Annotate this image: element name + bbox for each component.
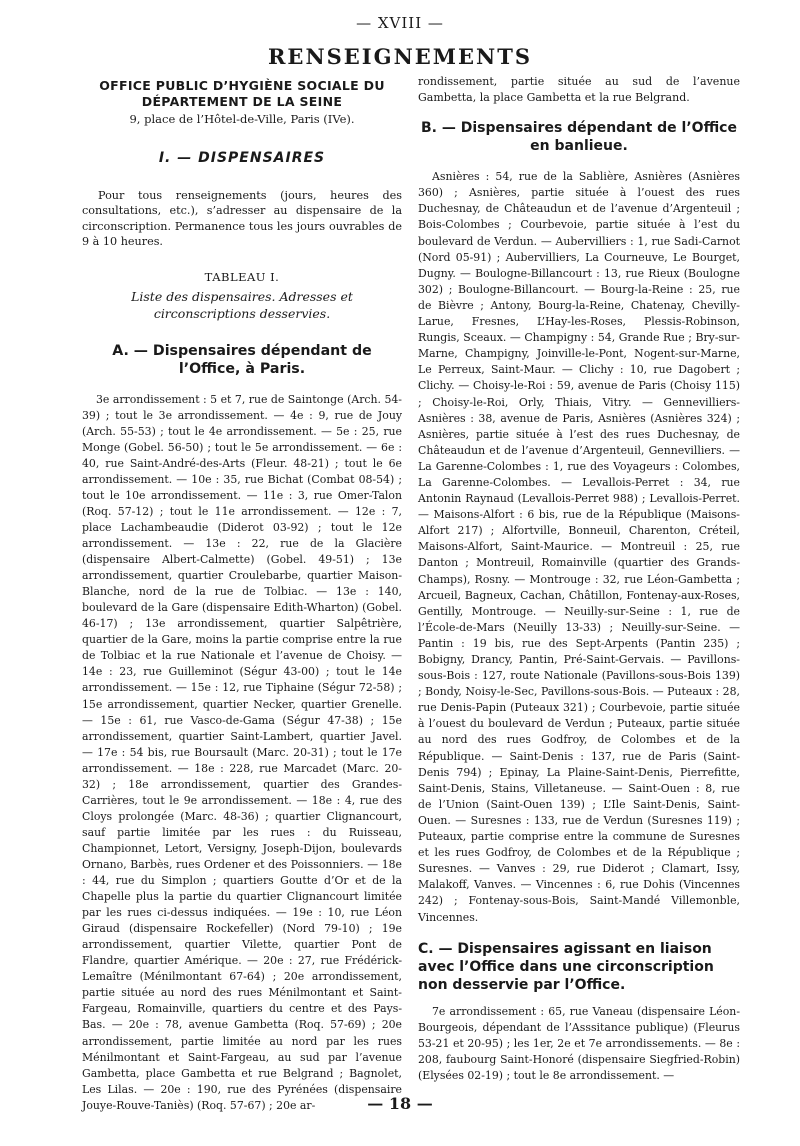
continuation-text: rondissement, partie située au sud de l’avenue Gambetta, la place Gambetta et la rue Belgrand. (418, 75, 740, 104)
liaison-dispensaires-text: 7e arrondissement : 65, rue Vaneau (dispensaire Léon-Bourgeois, dépendant de l’Asssitance publique) (Fleurus 53-21 et 20-95) ; les 1er, 2e et 7e arrondissements. — 8e : 208, faubourg Saint-Honoré (dispensaire Siegfried-Robin) (Elysées 02-19) ; tout le 8e arrondissement. — (418, 1004, 740, 1082)
office-title-line2: DÉPARTEMENT DE LA SEINE (141, 94, 343, 109)
subsection-a-title: A. — Dispensaires dépendant de l’Office, à Paris. (112, 342, 372, 377)
page-title: RENSEIGNEMENTS (267, 44, 533, 69)
paris-dispensaires-text: 3e arrondissement : 5 et 7, rue de Saintonge (Arch. 54-39) ; tout le 3e arrondissement. — 4e : 9, rue de Jouy (Arch. 55-53) ; tout le 4e arrondissement. — 5e : 25, rue Monge (Gobel. 56-50) ; tout le 5e arrondissement. — 6e : 40, rue Saint-André-des-Arts (Fleur. 48-21) ; tout le 6e arrondissement. — 10e : 35, rue Bichat (Combat 08-54) ; tout le 10e arrondissement. — 11e : 3, rue Omer-Talon (Roq. 57-12) ; tout le 11e arrondissement. — 12e : 7, place Lachambeaudie (Diderot 03-92) ; tout le 12e arrondissement. — 13e : 22, rue de la Glacière (dispensaire Albert-Calmette) (Gobel. 49-51) ; 13e arrondissement, quartier Croulebarbe, quartier Maison-Blanche, nord de la rue de Tolbiac. — 13e : 140, boulevard de la Gare (dispensaire Edith-Wharton) (Gobel. 46-17) ; 13e arrondissement, quartier Salpêtrière, quartier de la Gare, moins la partie comprise entre la rue de Tolbiac et la rue Nationale et l’avenue de Choisy. — 14e : 23, rue Guilleminot (Ségur 43-00) ; tout le 14e arrondissement. — 15e : 12, rue Tiphaine (Ségur 72-58) ; 15e arrondissement, quartier Necker, quartier Grenelle. — 15e : 61, rue Vasco-de-Gama (Ségur 47-38) ; 15e arrondissement, quartier Saint-Lambert, quartier Javel. — 17e : 54 bis, rue Boursault (Marc. 20-31) ; tout le 17e arrondissement. — 18e : 228, rue Marcadet (Marc. 20-32) ; 18e arrondissement, quartier des Grandes-Carrières, tout le 9e arrondissement. — 18e : 4, rue des Cloys prolongée (Marc. 48-36) ; quartier Clignancourt, sauf partie limitée par les rues : du Ruisseau, Championnet, Letort, Versigny, Joseph-Dijon, boulevards Ornano, Barbès, rues Ordener et des Poissonniers. — 18e : 44, rue du Simplon ; quartiers Goutte d’Or et de la Chapelle plus la partie du quartier Clignancourt limitée par les rues ci-dessus indiquées. — 19e : 10, rue Léon Giraud (dispensaire Rockefeller) (Nord 79-10) ; 19e arrondissement, quartier Vilette, quartier Pont de Flandre, quartier Amérique. — 20e : 27, rue Frédérick-Lemaître (Ménilmontant 67-64) ; 20e arrondissement, partie située au nord des rues Ménilmontant et Saint-Fargeau, Romainville, quartiers du centre et des Pays-Bas. — 20e : 78, avenue Gambetta (Roq. 57-69) ; 20e arrondissement, partie limitée au nord par les rues Ménilmontant et Saint-Fargeau, au sud par l’avenue Gambetta, place Gambetta et rue Belgrand ; Bagnolet, Les Lilas. — 20e : 190, rue des Pyrénées (dispensaire Jouye-Rouve-Taniès) (Roq. 57-67) ; 20e ar- (82, 392, 402, 1112)
page-number: — 18 — (367, 1094, 433, 1113)
subsection-b-title: B. — Dispensaires dépendant de l’Office en banlieue. (421, 120, 737, 155)
table-description: Liste des dispensaires. Adresses et circonscriptions desservies. (131, 288, 353, 321)
office-title (82, 78, 402, 110)
office-address: 9, place de l’Hôtel-de-Ville, Paris (IVe). (129, 112, 355, 126)
left-column (82, 78, 402, 1114)
section-title-dispensaires: I. — DISPENSAIRES (158, 150, 326, 166)
intro-paragraph: Pour tous renseignements (jours, heures des consultations, etc.), s’adresser au dispensaire de la circonscription. Permanence tous les jours ouvrables de 9 à 10 heures. (82, 189, 402, 249)
right-column (418, 74, 740, 1084)
table-label: TABLEAU I. (204, 269, 280, 284)
roman-folio: — XVIII — (356, 14, 444, 32)
office-title-line1: OFFICE PUBLIC D’HYGIÈNE SOCIALE DU (99, 78, 385, 93)
banlieue-dispensaires-text: Asnières : 54, rue de la Sablière, Asnières (Asnières 360) ; Asnières, partie située à l’ouest des rues Duchesnay, de Châteaudun et de l’avenue d’Argenteuil ; Bois-Colombes ; Courbevoie, partie située à l’est du boulevard de Verdun. — Aubervilliers : 1, rue Sadi-Carnot (Nord 05-91) ; Aubervilliers, La Courneuve, Le Bourget, Dugny. — Boulogne-Billancourt : 13, rue Rieux (Boulogne 302) ; Boulogne-Billancourt. — Bourg-la-Reine : 25, rue de Bièvre ; Antony, Bourg-la-Reine, Chatenay, Chevilly-Larue, Fresnes, L’Hay-les-Roses, Plessis-Robinson, Rungis, Sceaux. — Champigny : 54, Grande Rue ; Bry-sur-Marne, Champigny, Joinville-le-Pont, Nogent-sur-Marne, Le Perreux, Saint-Maur. — Clichy : 10, rue Dagobert ; Clichy. — Choisy-le-Roi : 59, avenue de Paris (Choisy 115) ; Choisy-le-Roi, Orly, Thiais, Vitry. — Gennevilliers-Asnières : 38, avenue de Paris, Asnières (Asnières 324) ; Asnières, partie située à l’est des rues Duchesnay, de Châteaudun et de l’avenue d’Argenteuil, Gennevilliers. — La Garenne-Colombes : 1, rue des Voyageurs : Colombes, La Garenne-Colombes. — Levallois-Perret : 34, rue Antonin Raynaud (Levallois-Perret 988) ; Levallois-Perret. — Maisons-Alfort : 6 bis, rue de la République (Maisons-Alfort 217) ; Alfortville, Bonneuil, Charenton, Créteil, Maisons-Alfort, Saint-Maurice. — Montreuil : 25, rue Danton ; Montreuil, Romainville (quartier des Grands-Champs), Rosny. — Montrouge : 32, rue Léon-Gambetta ; Arcueil, Bagneux, Cachan, Châtillon, Fontenay-aux-Roses, Gentilly, Montrouge. — Neuilly-sur-Seine : 1, rue de l’École-de-Mars (Neuilly 13-33) ; Neuilly-sur-Seine. — Pantin : 19 bis, rue des Sept-Arpents (Pantin 235) ; Bobigny, Drancy, Pantin, Pré-Saint-Gervais. — Pavillons-sous-Bois : 127, route Nationale (Pavillons-sous-Bois 139) ; Bondy, Noisy-le-Sec, Pavillons-sous-Bois. — Puteaux : 28, rue Denis-Papin (Puteaux 321) ; Courbevoie, partie située à l’ouest du boulevard de Verdun ; Puteaux, partie située au nord des rues Godfroy, de Colombes et de la République. — Saint-Denis : 137, rue de Paris (Saint-Denis 794) ; Epinay, La Plaine-Saint-Denis, Pierrefitte, Saint-Denis, Stains, Villetaneuse. — Saint-Ouen : 8, rue de l’Union (Saint-Ouen 139) ; L’Ile Saint-Denis, Saint-Ouen. — Suresnes : 133, rue de Verdun (Suresnes 119) ; Puteaux, partie comprise entre la commune de Suresnes et les rues Godfroy, de Colombes et de la République ; Suresnes. — Vanves : 29, rue Diderot ; Clamart, Issy, Malakoff, Vanves. — Vincennes : 6, rue Dohis (Vincennes 242) ; Fontenay-sous-Bois, Saint-Mandé Villemonble, Vincennes. (418, 170, 740, 924)
subsection-c-title: C. — Dispensaires agissant en liaison avec l’Office dans une circonscription non desservie par l’Office. (418, 940, 714, 993)
